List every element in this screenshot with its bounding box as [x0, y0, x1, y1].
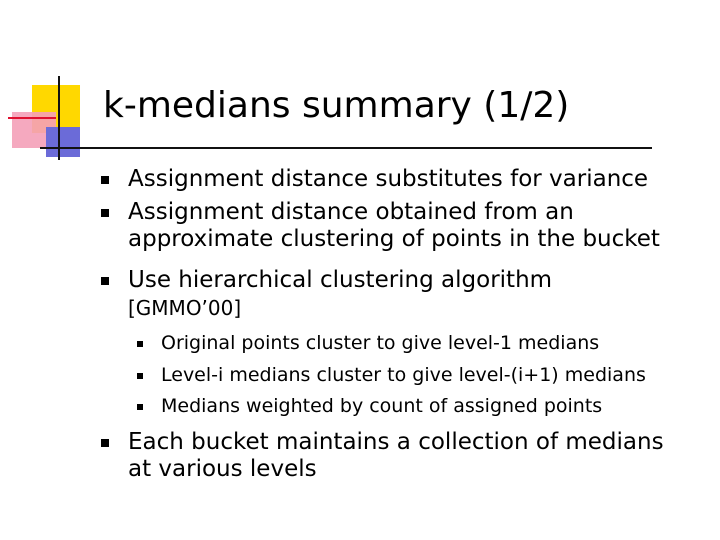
- sub-bullet-text: Medians weighted by count of assigned points: [161, 395, 603, 417]
- title-underline: [40, 147, 652, 149]
- bullet-marker: [101, 277, 109, 285]
- bullet-item: [128, 166, 648, 193]
- logo-red-line: [8, 117, 56, 119]
- bullet-item: [128, 199, 660, 253]
- bullet-text: at various levels: [128, 456, 317, 482]
- bullet-text: approximate clustering of points in the bucket: [128, 226, 660, 252]
- bullet-marker: [101, 176, 109, 184]
- sub-bullet-text: Original points cluster to give level-1 medians: [161, 332, 600, 354]
- bullet-text: Each bucket maintains a collection of medians: [128, 429, 664, 455]
- bullet-item: [128, 267, 552, 294]
- bullet-marker: [101, 439, 109, 447]
- sub-bullet-text: Level-i medians cluster to give level-(i+1) medians: [161, 364, 646, 386]
- bullet-text: Assignment distance obtained from an: [128, 199, 574, 225]
- bullet-text: Use hierarchical clustering algorithm: [128, 267, 553, 293]
- logo-blue-square: [46, 127, 80, 157]
- bullet-item: [128, 429, 664, 483]
- bullet-marker: [101, 209, 109, 217]
- sub-bullet-marker: [137, 373, 143, 379]
- bullet-text: Assignment distance substitutes for variance: [128, 166, 649, 192]
- sub-bullet-marker: [137, 404, 143, 410]
- citation: [GMMO’00]: [128, 296, 242, 320]
- slide-title: k-medians summary (1/2): [103, 85, 570, 126]
- sub-bullet-marker: [137, 341, 143, 347]
